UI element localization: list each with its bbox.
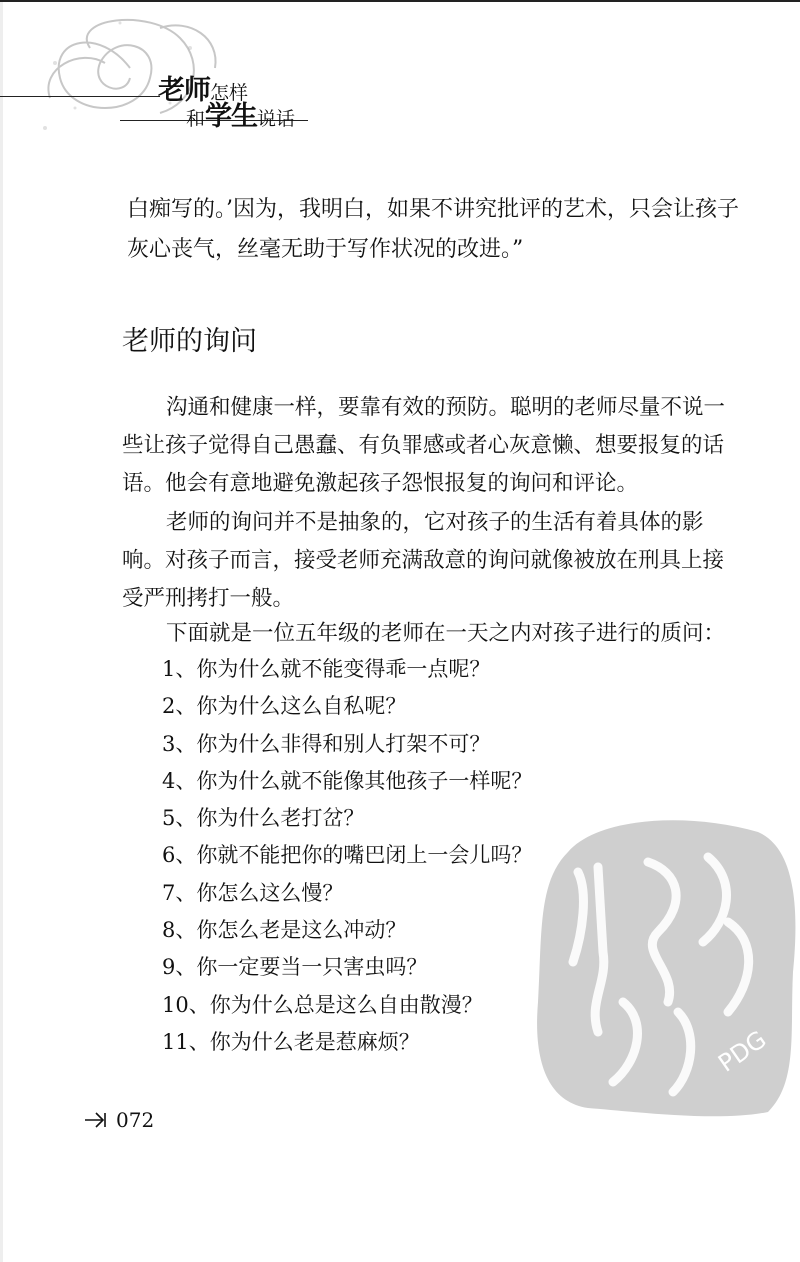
section-title: 老师的询问 [122, 326, 257, 357]
top-border [0, 0, 800, 2]
list-item: 5、你为什么老打岔？ [162, 806, 365, 831]
question-list [162, 651, 532, 1061]
title-small-2: 和 [186, 108, 206, 130]
list-item: 7、你怎么这么慢？ [162, 880, 344, 905]
header-rule-upper [0, 96, 160, 97]
body-paragraph: 沟通和健康一样，要靠有效的预防。聪明的老师尽量不说一些让孩子觉得自己愚蠢、有负罪感或者心灰意懒、想要报复的话语。他会有意地避免激起孩子怨恨报复的询问和评论。 [122, 395, 726, 496]
list-item: 2、你为什么这么自私呢？ [162, 694, 407, 719]
list-item: 8、你怎么老是这么冲动？ [162, 918, 407, 943]
list-item: 9、你一定要当一只害虫吗？ [162, 955, 428, 980]
title-big-2: 学生 [205, 101, 258, 132]
list-item: 3、你为什么非得和别人打架不可？ [162, 731, 491, 756]
body-paragraph: 下面就是一位五年级的老师在一天之内对孩子进行的质问： [166, 621, 726, 646]
book-title-line2 [186, 94, 295, 133]
body-paragraph: 老师的询问并不是抽象的，它对孩子的生活有着具体的影响。对孩子而言，接受老师充满敌意的询问就像被放在刑具上接受严刑拷打一般。 [122, 510, 725, 611]
title-small-1: 怎样 [210, 82, 249, 104]
list-item: 10、你为什么总是这么自由散漫？ [162, 992, 483, 1017]
watermark-seal-icon [528, 812, 800, 1122]
list-item: 4、你为什么就不能像其他孩子一样呢？ [162, 768, 533, 793]
watermark-label: PDG [713, 1025, 772, 1078]
list-item: 6、你就不能把你的嘴巴闭上一会儿吗？ [162, 843, 533, 868]
title-big-1: 老师 [158, 75, 210, 106]
page-edge [0, 0, 3, 1262]
intro-paragraph: 白痴写的。’因为，我明白，如果不讲究批评的艺术，只会让孩子灰心丧气，丝毫无助于写作状况的改进。” [127, 197, 739, 262]
title-small-3: 说话 [257, 108, 296, 130]
page-arrow-icon [84, 1110, 110, 1130]
page-footer [84, 1108, 154, 1132]
list-item: 1、你为什么就不能变得乖一点呢？ [162, 657, 491, 681]
list-item: 11、你为什么老是惹麻烦？ [162, 1029, 420, 1054]
page-number: 072 [116, 1108, 155, 1132]
